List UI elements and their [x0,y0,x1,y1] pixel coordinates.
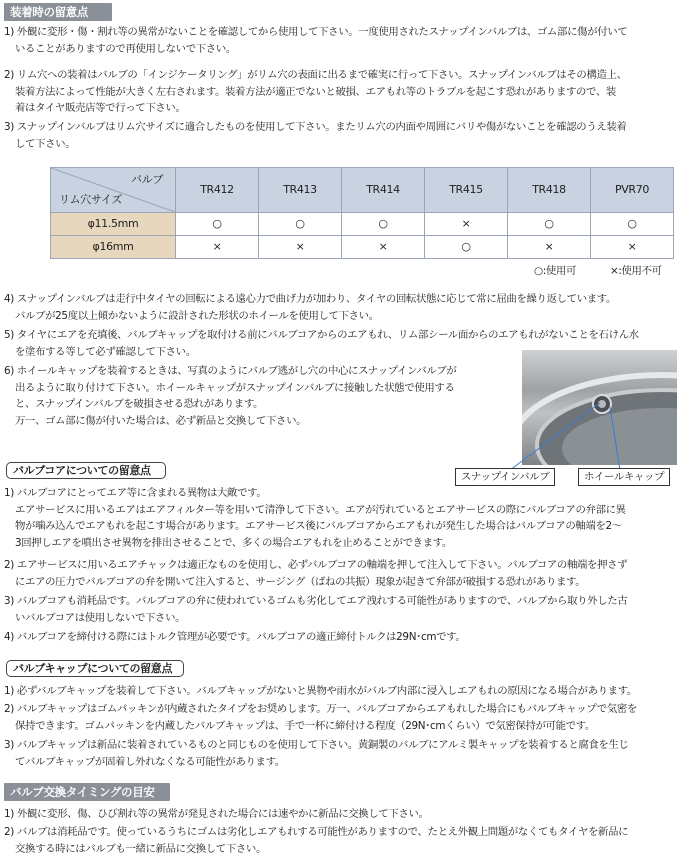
column-header: TR413 [259,168,342,213]
list-item: 6) ホイールキャップを装着するときは、写真のようにバルブ逃がし穴の中心にスナップインバルブが 出るように取り付けて下さい。ホイールキャップがスナップインバルブに接触した状態で使用する と、スナップインバルブを破損させる恐れがあります。 万一、ゴム部に傷が付いた場合は、必ず新品と交換して下さい。 [4,365,457,427]
list-item: 1) 必ずバルブキャップを装着して下さい。バルブキャップがないと異物や雨水がバルブ内部に浸入しエアもれの原因になる場合があります。 [4,685,637,697]
table-row [51,236,674,259]
table-cell: × [176,236,259,259]
table-row [51,213,674,236]
list-item: 3) バルブコアも消耗品です。バルブコアの弁に使われているゴムも劣化してエア洩れする可能性がありますので、バルブから取り外した古 いバルブコアは使用しないで下さい。 [4,595,628,624]
legend-ok: ○:使用可 [534,265,576,277]
table-cell: ○ [508,213,591,236]
table-cell: × [259,236,342,259]
table-cell: × [508,236,591,259]
column-header: TR414 [342,168,425,213]
section-header-replacement-timing: バルブ交換タイミングの目安 [4,783,170,801]
table-cell: × [425,213,508,236]
list-item: 1) 外観に変形、傷、ひび割れ等の異常が発見された場合には速やかに新品に交換して下さい。 [4,808,429,820]
list-item: 2) リム穴への装着はバルブの「インジケータリング」がリム穴の表面に出るまで確実に行って下さい。スナップインバルブはその構造上、 装着方法によって性能が大きく左右されます。装着方法が適正でないと破損、エアもれ等のトラブルを起こす恐れがありますので、装 着はタイヤ販売店等で行って下さい。 [4,69,627,114]
section-header-valve-core: バルブコアについての留意点 [6,462,166,479]
callout-snap-in-valve: スナップインバルブ [455,468,555,486]
table-cell: ○ [176,213,259,236]
list-item: 4) スナップインバルブは走行中タイヤの回転による遠心力で曲げ力が加わり、タイヤの回転状態に応じて常に屈曲を繰り返しています。 バルブが25度以上傾かないように設計された形状のホイールを使用して下さい。 [4,293,617,322]
table-cell: ○ [342,213,425,236]
table-corner-header: バルブ リム穴サイズ [51,168,176,213]
callout-wheel-cap: ホイールキャップ [578,468,670,486]
row-header: φ16mm [51,236,176,259]
list-item: 3) バルブキャップは新品に装着されているものと同じものを使用して下さい。黄銅製のバルブにアルミ製キャップを装着すると腐食を生じ てバルブキャップが固着し外れなくなる可能性があります。 [4,739,629,768]
list-item: 5) タイヤにエアを充填後、バルブキャップを取付ける前にバルブコアからのエアもれ、リム部シール面からのエアもれがないことを石けん水 を塗布する等して必ず確認して下さい。 [4,329,639,358]
row-header: φ11.5mm [51,213,176,236]
list-item: 1) バルブコアにとってエア等に含まれる異物は大敵です。 エアサービスに用いるエアはエアフィルター等を用いて清浄して下さい。エアが汚れているとエアサービスの際にバルブコアの弁部に異 物が噛み込んでエアもれを起こす場合があります。エアサービス後にバルブコアからエアもれが発生した場合はバルブコアの軸端を2～ 3回押しエアを噴出させ異物を排出させることで、多くの場合エアもれを止めることができます。 [4,487,626,549]
table-cell: × [591,236,674,259]
list-item: 4) バルブコアを締付ける際にはトルク管理が必要です。バルブコアの適正締付トルクは29N･cmです。 [4,631,466,643]
column-header: TR418 [508,168,591,213]
section-header-valve-cap: バルブキャップについての留意点 [6,660,184,677]
column-header: PVR70 [591,168,674,213]
table-cell: ○ [425,236,508,259]
list-item: 2) バルブキャップはゴムパッキンが内蔵されたタイプをお奨めします。万一、バルブコアからエアもれした場合にもバルブキャップで気密を 保持できます。ゴムパッキンを内蔵したバルブキャップは、手で一杯に締付ける程度（29N･cmくらい）で気密保持が可能です。 [4,703,637,732]
table-cell: × [342,236,425,259]
column-header: TR415 [425,168,508,213]
list-item: 3) スナップインバルブはリム穴サイズに適合したものを使用して下さい。またリム穴の内面や周囲にバリや傷がないことを確認のうえ装着 して下さい。 [4,121,627,150]
list-item: 2) バルブは消耗品です。使っているうちにゴムは劣化しエアもれする可能性がありますので、たとえ外観上問題がなくてもタイヤを新品に 交換する時にはバルブも一緒に新品に交換して下さい。 [4,826,629,855]
table-cell: ○ [591,213,674,236]
callout-leader-lines [480,395,650,475]
list-item: 2) エアサービスに用いるエアチャックは適正なものを使用し、必ずバルブコアの軸端を押して注入して下さい。バルブコアの軸端を押さず にエアの圧力でバルブコアの弁を開いて注入すると、サージング（ばねの共振）現象が起きて弁部が破損する恐れがあります。 [4,559,628,588]
section-header-installation: 装着時の留意点 [4,3,112,21]
list-item: 1) 外観に変形・傷・割れ等の異常がないことを確認してから使用して下さい。一度使用されたスナップインバルブは、ゴム部に傷が付いて いることがありますので再使用しないで下さい。 [4,26,628,55]
valve-compatibility-table [50,167,674,259]
column-header: TR412 [176,168,259,213]
legend-ng: ×:使用不可 [610,265,662,277]
table-cell: ○ [259,213,342,236]
